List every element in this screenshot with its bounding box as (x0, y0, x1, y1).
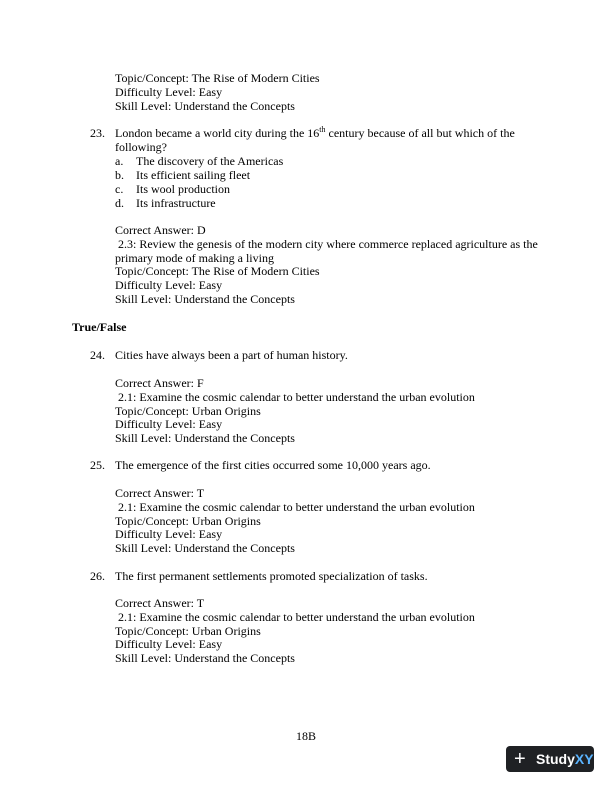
topic-line: Topic/Concept: The Rise of Modern Cities (115, 264, 320, 279)
q26-answer-block (115, 597, 555, 666)
learning-objective-continued: primary mode of making a living (115, 250, 274, 265)
question-text-part2: century because of all but which of the following? (115, 126, 515, 154)
learning-objective: 2.1: Examine the cosmic calendar to better understand the urban evolution (115, 389, 475, 404)
difficulty-line: Difficulty Level: Easy (115, 84, 223, 99)
correct-answer: Correct Answer: D (115, 223, 206, 237)
skill-line: Skill Level: Understand the Concepts (115, 651, 295, 666)
question-text: Cities have always been a part of human history. (115, 348, 348, 362)
difficulty-line: Difficulty Level: Easy (115, 278, 223, 293)
q23-answer-block (115, 224, 555, 307)
option-a (115, 155, 283, 169)
question-text-superscript: th (319, 125, 326, 134)
topic-line: Topic/Concept: Urban Origins (115, 623, 261, 638)
option-letter: b. (115, 168, 124, 182)
learning-objective: 2.1: Examine the cosmic calendar to better understand the urban evolution (115, 499, 475, 514)
correct-answer: Correct Answer: T (115, 486, 205, 500)
studyxy-badge[interactable] (506, 746, 594, 772)
brand-logo-text (536, 746, 594, 772)
q22-metadata (115, 72, 555, 113)
option-letter: a. (115, 154, 124, 168)
skill-line: Skill Level: Understand the Concepts (115, 541, 295, 556)
option-text: Its infrastructure (136, 196, 216, 210)
topic-line: Topic/Concept: The Rise of Modern Cities (115, 71, 320, 85)
brand-name-main: Study (536, 751, 575, 767)
q25-answer-block (115, 487, 555, 556)
page-number: 18B (295, 729, 316, 743)
section-heading: True/False (72, 320, 127, 334)
question-text (115, 127, 555, 155)
topic-line: Topic/Concept: Urban Origins (115, 403, 261, 418)
difficulty-line: Difficulty Level: Easy (115, 527, 223, 542)
difficulty-line: Difficulty Level: Easy (115, 637, 223, 652)
option-b (115, 169, 250, 183)
learning-objective: 2.1: Examine the cosmic calendar to better understand the urban evolution (115, 609, 475, 624)
skill-line: Skill Level: Understand the Concepts (115, 98, 295, 113)
question-number: 25. (90, 458, 105, 472)
option-letter: d. (115, 196, 124, 210)
brand-name-accent: XY (574, 751, 594, 767)
skill-line: Skill Level: Understand the Concepts (115, 291, 295, 306)
option-text: The discovery of the Americas (136, 154, 284, 168)
correct-answer: Correct Answer: F (115, 376, 204, 390)
topic-line: Topic/Concept: Urban Origins (115, 513, 261, 528)
question-number: 26. (90, 569, 105, 583)
plus-icon: + (514, 748, 526, 770)
question-number: 24. (90, 348, 105, 362)
option-c (115, 183, 230, 197)
question-text: The first permanent settlements promoted specialization of tasks. (115, 569, 428, 583)
option-letter: c. (115, 182, 124, 196)
question-text-part1: London became a world city during the 16 (115, 126, 320, 140)
learning-objective: 2.3: Review the genesis of the modern city where commerce replaced agriculture as the (115, 236, 538, 251)
q24-answer-block (115, 377, 555, 446)
option-text: Its efficient sailing fleet (136, 168, 251, 182)
question-text: The emergence of the first cities occurred some 10,000 years ago. (115, 458, 431, 472)
option-d (115, 197, 216, 211)
correct-answer: Correct Answer: T (115, 596, 205, 610)
skill-line: Skill Level: Understand the Concepts (115, 431, 295, 446)
option-text: Its wool production (136, 182, 230, 196)
difficulty-line: Difficulty Level: Easy (115, 417, 223, 432)
question-number: 23. (90, 126, 105, 140)
